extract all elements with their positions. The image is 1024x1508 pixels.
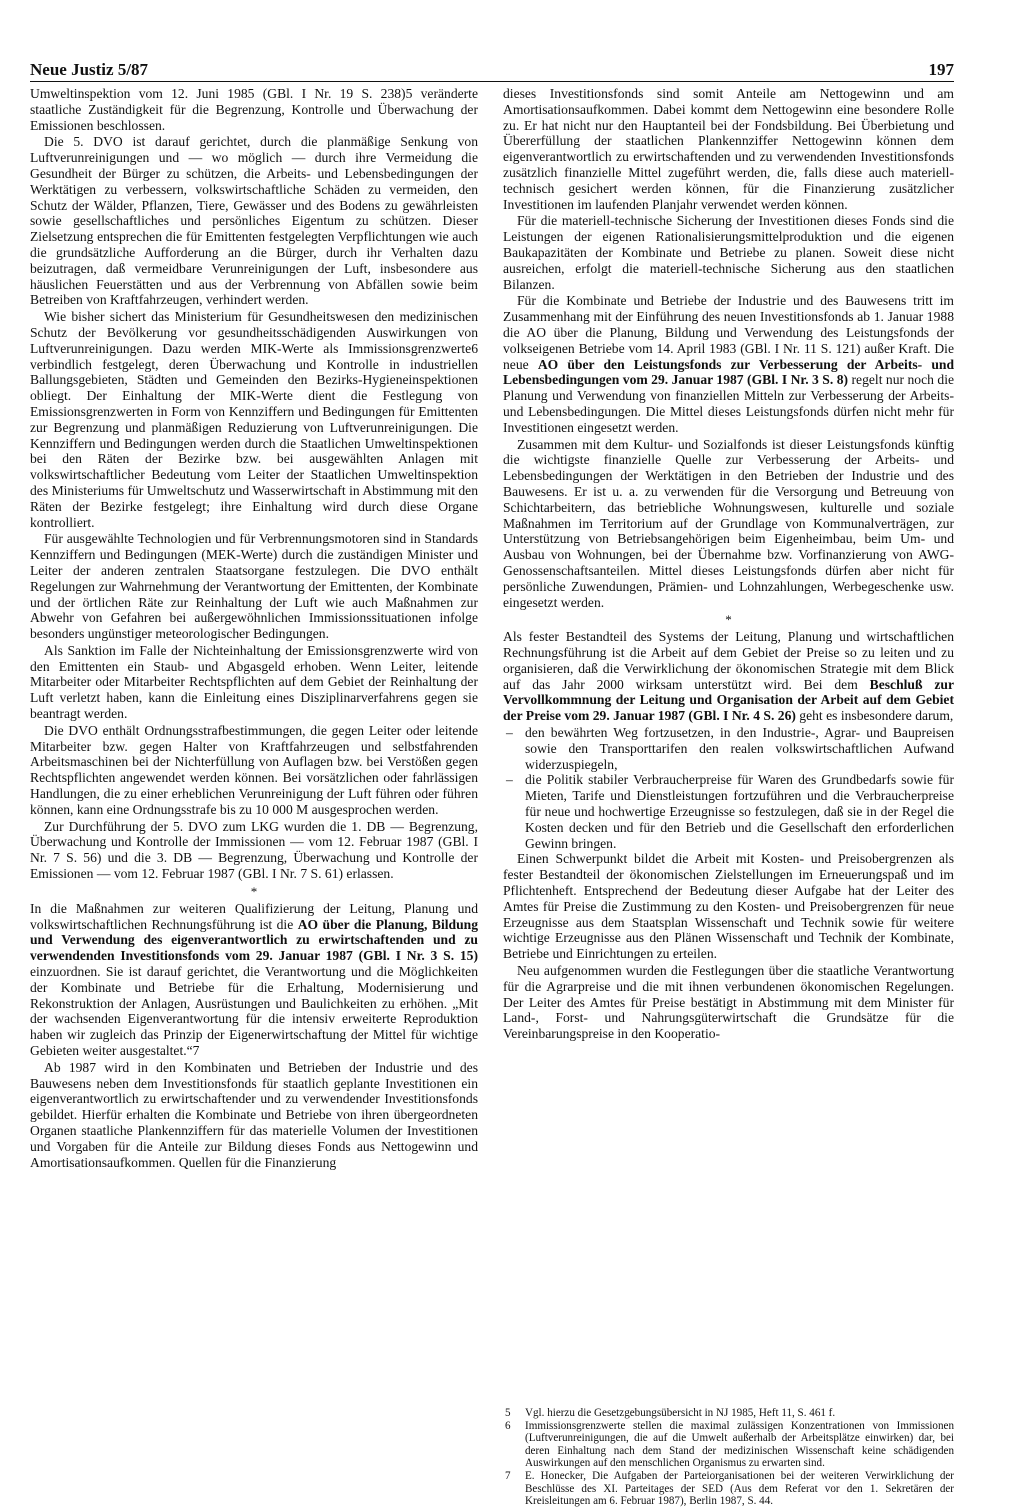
paragraph: Die DVO enthält Ordnungsstrafbestimmungen, die gegen Leiter oder leitende Mitarbeiter bzw. gegen Halter von Kraftfahrzeugen und selbstfahrenden Arbeitsmaschinen bei der Nichterfüllung von Auflagen bzw. bei Verstößen gegen Rechtspflichten angewendet werden können. Bei vorsätzlichen oder fahrlässigen Handlungen, die zu einer erheblichen Verunreinigung der Luft führen oder führen können, kann eine Ordnungsstrafe bis zu 10 000 M ausgesprochen werden. — [30, 722, 478, 817]
text-run: regelt nur noch die Planung und Verwendung von finanziellen Mitteln zur Verbesserung der Arbeits- und Lebensbedingungen. Die Mittel dieses Leistungsfonds dürfen nicht mehr für Investitionen eingesetzt werden. — [503, 372, 954, 435]
page-number: 197 — [928, 60, 954, 79]
page-header — [30, 60, 954, 82]
header-rule — [30, 81, 954, 82]
footnote-number: 7 — [505, 1469, 511, 1482]
text-run: Für die Kombinate und Betriebe der Industrie und des Bauwesens tritt im Zusammenhang mit der Einführung des neuen Investitionsfonds ab 1. Januar 1988 die AO über die Planung, Bildung und Verwendung des Leistungsfonds der volkseigenen Betriebe vom 14. April 1983 (GBl. I Nr. 11 S. 121) außer Kraft. Die neue — [503, 293, 954, 372]
paragraph: Neu aufgenommen wurden die Festlegungen über die staatliche Verantwortung für die Agrarpreise und die mit ihnen verbundenen ökonomischen Regelungen. Der Leiter des Amtes für Preise bestätigt in Abstimmung mit dem Minister für Land-, Forst- und Nahrungsgüterwirtschaft die Grundsätze für die Vereinbarungspreise in den Kooperatio- — [503, 963, 954, 1042]
paragraph: Für die materiell-technische Sicherung der Investitionen dieses Fonds sind die Leistungen der eigenen Rationalisierungsmittelproduktion und die eigenen Baukapazitäten der Kombinate und Betriebe zu planen. Soweit diese nicht ausreichen, erfolgt die materiell-technische Sicherung aus den staatlichen Bilanzen. — [503, 213, 954, 292]
paragraph: Wie bisher sichert das Ministerium für Gesundheitswesen den medizinischen Schutz der Bevölkerung vor gesundheitsschädigenden Auswirkungen von Luftverunreinigungen. Dazu werden MIK-Werte als Immissionsgrenzwerte6 verbindlich festgelegt, deren Überwachung und Kontrolle in industriellen Ballungsgebieten, Städten und Gemeinden den Bezirks-Hygieneinspektionen obliegt. Der Einhaltung der MIK-Werte dient die Festlegung von Emissionsgrenzwerten in Form von Kennziffern und Bedingungen für Emittenten zur Begrenzung und planmäßigen Reduzierung von Luftverunreinigungen. Die Kennziffern und Bedingungen werden durch die Staatlichen Umweltinspektionen bei den Räten der Bezirke bzw. bei ausgewählten Anlagen mit volkswirtschaftlicher Bedeutung vom Leiter der Staatlichen Umweltinspektion des Ministeriums für Umweltschutz und Wasserwirtschaft in Abstimmung mit den Räten der Bezirke festgelegt; ihre Einhaltung wird durch diese Organe kontrolliert. — [30, 309, 478, 530]
footnote-text: Immissionsgrenzwerte stellen die maximal zulässigen Konzentrationen von Immissionen (Luftverunreinigungen, die auf die Umwelt außerhalb der Arbeitsplätze einwirken) dar, bei deren Einhaltung nach dem Stand der medizinischen Wissenschaft keine schädigenden Auswirkungen auf den menschlichen Organismus zu erwarten sind. — [525, 1419, 954, 1470]
paragraph: Die 5. DVO ist darauf gerichtet, durch die planmäßige Senkung von Luftverunreinigungen und — wo möglich — durch ihre Vermeidung die Gesundheit der Bürger zu schützen, die Arbeits- und Lebensbedingungen der Werktätigen zu verbessern, volkswirtschaftliche Schäden zu vermeiden, den Schutz der Wälder, Pflanzen, Tiere, Gewässer und des Bodens zu gewährleisten sowie gesellschaftliches und persönliches Eigentum zu schützen. Dieser Zielsetzung entsprechen die für Emittenten festgelegten Verpflichtungen wie auch die grundsätzliche Aufforderung an die Bürger, durch ihr Verhalten dazu beizutragen, daß vermeidbare Verunreinigungen der Luft, insbesondere aus häuslichen Feuerstätten und aus der Verbrennung von Abfällen sowie beim Betreiben von Kraftfahrzeugen, verhindert werden. — [30, 134, 478, 308]
bold-citation: AO über den Leistungsfonds zur Verbesserung der Arbeits- und Lebensbedingungen vom 29. Januar 1987 (GBl. I Nr. 3 S. 8) — [503, 356, 955, 388]
list-item: – den bewährten Weg fortzusetzen, in den Industrie-, Agrar- und Baupreisen sowie den Transporttarifen den realen volkswirtschaftlichen Aufwand widerzuspiegeln, — [503, 725, 954, 772]
footnotes — [503, 1407, 954, 1508]
section-separator: * — [725, 612, 732, 628]
bold-citation: Beschluß zur Vervollkommnung der Leitung und Organisation der Arbeit auf dem Gebiet der Preise vom 29. Januar 1987 (GBl. I Nr. 4 S. 26) — [503, 676, 954, 724]
footnote — [503, 1407, 954, 1420]
paragraph: Als Sanktion im Falle der Nichteinhaltung der Emissionsgrenzwerte wird von den Emittenten ein Staub- und Abgasgeld erhoben. Wenn Leiter, leitende Mitarbeiter oder Mitarbeiter Rechtspflichten auf dem Gebiet der Reinhaltung der Luft verletzt haben, kann die Einleitung eines Disziplinarverfahrens gegen sie beantragt werden. — [30, 642, 478, 722]
footnote-text: Vgl. hierzu die Gesetzgebungsübersicht in NJ 1985, Heft 11, S. 461 f. — [525, 1407, 836, 1419]
paragraph: Ab 1987 wird in den Kombinaten und Betrieben der Industrie und des Bauwesens neben dem Investitionsfonds für staatlich geplante Investitionen ein eigenverantwortlich zu erwirtschaftender und zu verwendender Investitionsfonds gebildet. Hierfür erhalten die Kombinate und Betriebe von ihren übergeordneten Organen staatliche Plankennziffern für das materielle Volumen der Investitionen und Vorgaben für die Anteile zur Bildung dieses Fonds aus Nettogewinn und Amortisationsaufkommen. Quellen für die Finanzierung — [30, 1059, 478, 1170]
list-item: – die Politik stabiler Verbraucherpreise für Waren des Grundbedarfs sowie für Mieten, Tarife und Dienstleistungen fortzuführen und die Verbraucherpreise für neue und hochwertige Erzeugnisse so festzulegen, daß sie in der Regel die Kosten decken und für den Betrieb und die Gesellschaft den erforderlichen Gewinn bringen. — [503, 772, 954, 851]
footnote — [503, 1470, 954, 1508]
text-run: einzuordnen. Sie ist darauf gerichtet, die Verantwortung und die Möglichkeiten der Kombinate und Betriebe für die Erhaltung, Modernisierung und Rekonstruktion der Anlagen, Ausrüstungen und Baulichkeiten zu erhöhen. „Mit der wachsenden Eigenverantwortung für die intensiv erweiterte Reproduktion haben wir zugleich das Prinzip der Eigenerwirtschaftung der Mittel für wichtige Gebieten weiter ausgestaltet.“7 — [30, 964, 478, 1059]
left-column — [30, 86, 478, 1171]
dash-list — [503, 725, 954, 851]
paragraph: Zusammen mit dem Kultur- und Sozialfonds ist dieser Leistungsfonds künftig die wichtigste finanzielle Quelle zur Verbesserung der Arbeits- und Lebensbedingungen der Werktätigen in den Betrieben der Industrie und des Bauwesens. Er ist u. a. zu verwenden für die Versorgung und Betreuung von Schichtarbeitern, das betriebliche Wohnungswesen, kulturelle und soziale Maßnahmen im Territorium auf der Grundlage von Kommunalverträgen, zur Unterstützung von Betriebsangehörigen beim Eigenheimbau, beim Um- und Ausbau von Wohnungen, bei der Übernahme bzw. Vorfinanzierung von AWG-Genossenschaftsanteilen. Mittel dieses Leistungsfonds dürfen aber nicht für persönliche Zuwendungen, Prämien- und Lohnzahlungen, Werbegeschenke usw. eingesetzt werden. — [503, 436, 954, 610]
paragraph: dieses Investitionsfonds sind somit Anteile am Nettogewinn und am Amortisationsaufkommen. Dabei kommt dem Nettogewinn eine besondere Rolle zu. Er hat nicht nur den Hauptanteil bei der Fondsbildung. Bei Überbietung und Übererfüllung der staatlichen Plankennziffer Nettogewinn können dem eigenverantwortlich zu erwirtschaftenden und zu verwendenden Investitionsfonds zusätzlich finanzielle Mittel zugeführt werden, die, falls diese auch materiell-technisch gesichert werden können, für die Finanzierung zusätzlicher Investitionen im laufenden Planjahr verwendet werden können. — [503, 86, 954, 212]
paragraph: Zur Durchführung der 5. DVO zum LKG wurden die 1. DB — Begrenzung, Überwachung und Kontrolle der Immissionen — vom 12. Februar 1987 (GBl. I Nr. 7 S. 56) und die 3. DB — Begrenzung, Überwachung und Kontrolle der Emissionen — vom 12. Februar 1987 (GBl. I Nr. 7 S. 61) erlassen. — [30, 818, 478, 882]
text-run: In die Maßnahmen zur weiteren Qualifizierung der Leitung, Planung und volkswirtschaftlichen Rechnungsführung ist die — [30, 900, 478, 932]
text-run: Als fester Bestandteil des Systems der Leitung, Planung und wirtschaftlichen Rechnungsführung ist die Arbeit auf dem Gebiet der Preise so zu leiten und zu organisieren, daß die Verwirklichung der ökonomischen Strategie mit dem Blick auf das Jahr 2000 wirksam unterstützt wird. Bei dem — [503, 629, 954, 692]
paragraph — [503, 293, 954, 435]
journal-issue: Neue Justiz 5/87 — [30, 60, 149, 79]
paragraph: Einen Schwerpunkt bildet die Arbeit mit Kosten- und Preisobergrenzen als fester Bestandteil der ökonomischen Zielstellungen im Erneuerungspaß und im Pflichtenheft. Entsprechend der Bedeutung dieser Aufgabe hat der Leiter des Amtes für Preise die Zustimmung zu den Kosten- und Preisobergrenzen für neue Erzeugnisse aus dem Staatsplan Wissenschaft und Technik sowie für weitere wichtige Erzeugnisse aus den Plänen Wissenschaft und Technik der Kombinate, Betriebe und Einrichtungen zu erteilen. — [503, 851, 954, 962]
right-column — [503, 86, 954, 1043]
footnote-number: 6 — [505, 1419, 511, 1432]
paragraph: Umweltinspektion vom 12. Juni 1985 (GBl. I Nr. 19 S. 238)5 veränderte staatliche Zuständigkeit für die Begrenzung, Kontrolle und Überwachung der Emissionen beschlossen. — [30, 86, 478, 133]
section-separator: * — [250, 883, 258, 899]
footnote — [503, 1420, 954, 1470]
paragraph: Für ausgewählte Technologien und für Verbrennungsmotoren sind in Standards Kennziffern und Bedingungen (MEK-Werte) durch die zuständigen Minister und Leiter der anderen zentralen Staatsorgane festzulegen. Die DVO enthält Regelungen zur Wahrnehmung der Verantwortung der Emittenten, der Kombinate und der örtlichen Räte zur Reinhaltung der Luft wie auch Maßnahmen zur Abwehr von Gefahren bei außergewöhnlichen Immissionssituationen infolge besonders ungünstiger meteorologischer Bedingungen. — [30, 531, 478, 642]
text-run: geht es insbesondere darum, — [795, 708, 954, 724]
paragraph — [503, 629, 954, 724]
footnote-text: E. Honecker, Die Aufgaben der Parteiorganisationen bei der weiteren Verwirklichung der Beschlüsse des XI. Parteitages der SED (Aus dem Referat vor den 1. Sekretären der Kreisleitungen am 6. Februar 1987), Berlin 1987, S. 44. — [525, 1469, 954, 1508]
footnote-number: 5 — [505, 1407, 511, 1419]
bold-citation: AO über die Planung, Bildung und Verwendung des eigenverantwortlich zu erwirtschaftenden und zu verwendenden Investitionsfonds vom 29. Januar 1987 (GBl. I Nr. 3 S. 15) — [30, 916, 478, 964]
paragraph — [30, 901, 478, 1059]
